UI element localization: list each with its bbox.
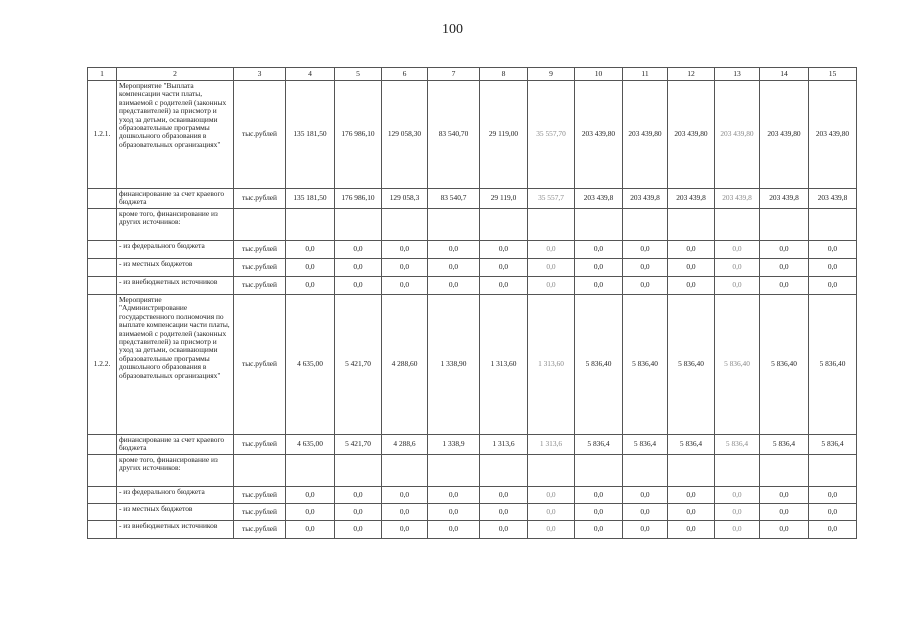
budget-table xyxy=(87,67,857,539)
value-cell: 135 181,50 xyxy=(286,189,335,209)
item-number-cell xyxy=(88,487,117,504)
item-number-cell xyxy=(88,189,117,209)
value-cell: 0,0 xyxy=(428,504,480,521)
value-cell: 5 836,4 xyxy=(668,435,715,455)
value-cell: 29 119,0 xyxy=(480,189,528,209)
unit-cell xyxy=(234,209,286,241)
value-cell: 135 181,50 xyxy=(286,81,335,189)
value-cell: 0,0 xyxy=(760,259,809,277)
item-number-cell xyxy=(88,455,117,487)
value-cell: 0,0 xyxy=(668,521,715,539)
value-cell xyxy=(428,455,480,487)
value-cell: 0,0 xyxy=(286,259,335,277)
table-row xyxy=(88,487,857,504)
value-cell: 35 557,70 xyxy=(528,81,575,189)
value-cell: 5 421,70 xyxy=(335,435,382,455)
value-cell: 0,0 xyxy=(715,241,760,259)
value-cell: 0,0 xyxy=(382,504,428,521)
value-cell: 5 836,40 xyxy=(715,295,760,435)
unit-cell: тыс.рублей xyxy=(234,81,286,189)
value-cell: 5 836,4 xyxy=(809,435,857,455)
value-cell: 0,0 xyxy=(480,277,528,295)
value-cell: 0,0 xyxy=(809,277,857,295)
value-cell: 0,0 xyxy=(668,259,715,277)
unit-cell xyxy=(234,455,286,487)
value-cell: 5 836,40 xyxy=(623,295,668,435)
value-cell: 0,0 xyxy=(286,504,335,521)
value-cell: 203 439,80 xyxy=(809,81,857,189)
value-cell: 0,0 xyxy=(575,487,623,504)
value-cell xyxy=(623,209,668,241)
value-cell: 203 439,80 xyxy=(623,81,668,189)
value-cell xyxy=(382,455,428,487)
value-cell: 0,0 xyxy=(428,487,480,504)
value-cell xyxy=(428,209,480,241)
item-number-cell xyxy=(88,259,117,277)
value-cell: 83 540,7 xyxy=(428,189,480,209)
value-cell: 4 635,00 xyxy=(286,435,335,455)
value-cell: 0,0 xyxy=(382,277,428,295)
table-row xyxy=(88,241,857,259)
value-cell: 0,0 xyxy=(382,241,428,259)
column-header: 8 xyxy=(480,68,528,81)
value-cell: 203 439,8 xyxy=(809,189,857,209)
value-cell xyxy=(528,209,575,241)
value-cell: 0,0 xyxy=(428,277,480,295)
column-header: 2 xyxy=(117,68,234,81)
item-number-cell xyxy=(88,435,117,455)
value-cell xyxy=(809,455,857,487)
value-cell xyxy=(382,209,428,241)
value-cell: 0,0 xyxy=(809,521,857,539)
value-cell: 0,0 xyxy=(623,277,668,295)
value-cell: 0,0 xyxy=(480,521,528,539)
value-cell: 0,0 xyxy=(528,241,575,259)
value-cell: 5 836,4 xyxy=(575,435,623,455)
value-cell: 0,0 xyxy=(760,504,809,521)
value-cell xyxy=(715,209,760,241)
value-cell: 0,0 xyxy=(335,259,382,277)
table-row xyxy=(88,259,857,277)
value-cell: 0,0 xyxy=(382,259,428,277)
value-cell: 0,0 xyxy=(480,259,528,277)
value-cell: 203 439,8 xyxy=(668,189,715,209)
value-cell: 203 439,80 xyxy=(575,81,623,189)
value-cell: 0,0 xyxy=(623,241,668,259)
value-cell: 1 313,60 xyxy=(480,295,528,435)
value-cell: 0,0 xyxy=(760,277,809,295)
value-cell: 0,0 xyxy=(528,277,575,295)
value-cell: 203 439,8 xyxy=(623,189,668,209)
value-cell: 0,0 xyxy=(715,521,760,539)
value-cell xyxy=(760,455,809,487)
unit-cell: тыс.рублей xyxy=(234,487,286,504)
value-cell: 203 439,8 xyxy=(575,189,623,209)
value-cell: 129 058,3 xyxy=(382,189,428,209)
column-header: 7 xyxy=(428,68,480,81)
item-number-cell xyxy=(88,209,117,241)
value-cell: 0,0 xyxy=(809,259,857,277)
value-cell: 0,0 xyxy=(528,259,575,277)
item-number-cell xyxy=(88,241,117,259)
value-cell: 203 439,80 xyxy=(715,81,760,189)
value-cell xyxy=(335,209,382,241)
value-cell: 0,0 xyxy=(480,241,528,259)
value-cell: 0,0 xyxy=(335,277,382,295)
value-cell: 29 119,00 xyxy=(480,81,528,189)
item-description-cell: кроме того, финансирование из других источников: xyxy=(117,209,234,241)
value-cell xyxy=(480,209,528,241)
value-cell: 83 540,70 xyxy=(428,81,480,189)
value-cell: 0,0 xyxy=(428,521,480,539)
value-cell: 0,0 xyxy=(480,504,528,521)
page-number: 100 xyxy=(442,22,463,37)
item-description-cell: - из федерального бюджета xyxy=(117,241,234,259)
value-cell: 0,0 xyxy=(715,277,760,295)
value-cell: 0,0 xyxy=(623,521,668,539)
item-number-cell xyxy=(88,521,117,539)
value-cell: 176 986,10 xyxy=(335,189,382,209)
value-cell xyxy=(480,455,528,487)
value-cell: 5 836,40 xyxy=(575,295,623,435)
value-cell: 0,0 xyxy=(760,487,809,504)
table-row xyxy=(88,209,857,241)
item-description-cell: - из внебюджетных источников xyxy=(117,521,234,539)
table-row xyxy=(88,295,857,435)
value-cell: 129 058,30 xyxy=(382,81,428,189)
table-row xyxy=(88,504,857,521)
value-cell: 203 439,8 xyxy=(760,189,809,209)
table-row xyxy=(88,435,857,455)
value-cell: 0,0 xyxy=(528,521,575,539)
table-row xyxy=(88,189,857,209)
value-cell: 0,0 xyxy=(575,504,623,521)
table-row xyxy=(88,521,857,539)
value-cell: 0,0 xyxy=(809,504,857,521)
unit-cell: тыс.рублей xyxy=(234,189,286,209)
value-cell xyxy=(809,209,857,241)
value-cell: 203 439,8 xyxy=(715,189,760,209)
table-row xyxy=(88,81,857,189)
value-cell: 4 635,00 xyxy=(286,295,335,435)
column-number-row xyxy=(88,68,857,81)
item-description-cell: финансирование за счет краевого бюджета xyxy=(117,189,234,209)
unit-cell: тыс.рублей xyxy=(234,277,286,295)
value-cell: 5 421,70 xyxy=(335,295,382,435)
item-description-cell: - из местных бюджетов xyxy=(117,504,234,521)
value-cell: 0,0 xyxy=(480,487,528,504)
column-header: 10 xyxy=(575,68,623,81)
value-cell: 0,0 xyxy=(623,259,668,277)
item-description-cell: - из местных бюджетов xyxy=(117,259,234,277)
column-header: 15 xyxy=(809,68,857,81)
item-description-cell: финансирование за счет краевого бюджета xyxy=(117,435,234,455)
value-cell: 0,0 xyxy=(286,277,335,295)
value-cell: 1 338,90 xyxy=(428,295,480,435)
item-number-cell xyxy=(88,277,117,295)
value-cell: 0,0 xyxy=(382,521,428,539)
item-description-cell: - из федерального бюджета xyxy=(117,487,234,504)
column-header: 14 xyxy=(760,68,809,81)
value-cell: 0,0 xyxy=(286,241,335,259)
value-cell: 5 836,40 xyxy=(760,295,809,435)
column-header: 1 xyxy=(88,68,117,81)
value-cell: 5 836,40 xyxy=(809,295,857,435)
item-description-cell: кроме того, финансирование из других источников: xyxy=(117,455,234,487)
value-cell: 1 313,60 xyxy=(528,295,575,435)
value-cell: 0,0 xyxy=(335,504,382,521)
value-cell: 0,0 xyxy=(382,487,428,504)
value-cell xyxy=(623,455,668,487)
value-cell: 0,0 xyxy=(575,521,623,539)
unit-cell: тыс.рублей xyxy=(234,504,286,521)
unit-cell: тыс.рублей xyxy=(234,295,286,435)
value-cell: 0,0 xyxy=(715,504,760,521)
value-cell xyxy=(528,455,575,487)
table-row xyxy=(88,455,857,487)
value-cell: 0,0 xyxy=(809,241,857,259)
table-row xyxy=(88,277,857,295)
value-cell: 0,0 xyxy=(528,504,575,521)
column-header: 6 xyxy=(382,68,428,81)
item-number-cell xyxy=(88,504,117,521)
value-cell: 0,0 xyxy=(760,521,809,539)
value-cell: 0,0 xyxy=(575,241,623,259)
value-cell: 5 836,4 xyxy=(623,435,668,455)
value-cell: 0,0 xyxy=(715,259,760,277)
value-cell: 0,0 xyxy=(575,259,623,277)
item-description-cell: Мероприятие "Выплата компенсации части платы, взимаемой с родителей (законных представителей) за присмотр и уход за детьми, осваивающими образовательные программы дошкольного образования в образовательных организациях" xyxy=(117,81,234,189)
value-cell: 0,0 xyxy=(335,487,382,504)
value-cell: 0,0 xyxy=(668,241,715,259)
value-cell: 0,0 xyxy=(286,521,335,539)
value-cell: 35 557,7 xyxy=(528,189,575,209)
unit-cell: тыс.рублей xyxy=(234,521,286,539)
value-cell xyxy=(575,209,623,241)
item-description-cell: - из внебюджетных источников xyxy=(117,277,234,295)
value-cell: 0,0 xyxy=(428,241,480,259)
value-cell: 176 986,10 xyxy=(335,81,382,189)
value-cell: 0,0 xyxy=(809,487,857,504)
value-cell: 0,0 xyxy=(668,277,715,295)
unit-cell: тыс.рублей xyxy=(234,241,286,259)
value-cell: 5 836,4 xyxy=(715,435,760,455)
value-cell xyxy=(668,455,715,487)
value-cell: 203 439,80 xyxy=(760,81,809,189)
value-cell: 1 313,6 xyxy=(528,435,575,455)
item-description-cell: Мероприятие "Администрирование государственного полномочия по выплате компенсации части платы, взимаемой с родителей (законных представителей) за присмотр и уход за детьми, осваивающими образовательные программы дошкольного образования в образовательных организациях" xyxy=(117,295,234,435)
value-cell: 4 288,6 xyxy=(382,435,428,455)
value-cell: 203 439,80 xyxy=(668,81,715,189)
value-cell xyxy=(335,455,382,487)
column-header: 12 xyxy=(668,68,715,81)
column-header: 11 xyxy=(623,68,668,81)
value-cell: 0,0 xyxy=(715,487,760,504)
value-cell: 0,0 xyxy=(623,504,668,521)
value-cell: 1 313,6 xyxy=(480,435,528,455)
unit-cell: тыс.рублей xyxy=(234,435,286,455)
value-cell: 0,0 xyxy=(760,241,809,259)
unit-cell: тыс.рублей xyxy=(234,259,286,277)
column-header: 3 xyxy=(234,68,286,81)
value-cell: 5 836,40 xyxy=(668,295,715,435)
value-cell: 0,0 xyxy=(623,487,668,504)
value-cell: 0,0 xyxy=(428,259,480,277)
value-cell xyxy=(668,209,715,241)
value-cell xyxy=(286,455,335,487)
column-header: 9 xyxy=(528,68,575,81)
item-number-cell: 1.2.2. xyxy=(88,295,117,435)
value-cell: 0,0 xyxy=(286,487,335,504)
column-header: 4 xyxy=(286,68,335,81)
value-cell: 0,0 xyxy=(528,487,575,504)
value-cell: 4 288,60 xyxy=(382,295,428,435)
value-cell xyxy=(286,209,335,241)
value-cell: 0,0 xyxy=(575,277,623,295)
value-cell xyxy=(760,209,809,241)
value-cell: 0,0 xyxy=(335,521,382,539)
value-cell xyxy=(715,455,760,487)
column-header: 5 xyxy=(335,68,382,81)
value-cell xyxy=(575,455,623,487)
value-cell: 5 836,4 xyxy=(760,435,809,455)
value-cell: 1 338,9 xyxy=(428,435,480,455)
value-cell: 0,0 xyxy=(335,241,382,259)
value-cell: 0,0 xyxy=(668,504,715,521)
item-number-cell: 1.2.1. xyxy=(88,81,117,189)
column-header: 13 xyxy=(715,68,760,81)
value-cell: 0,0 xyxy=(668,487,715,504)
